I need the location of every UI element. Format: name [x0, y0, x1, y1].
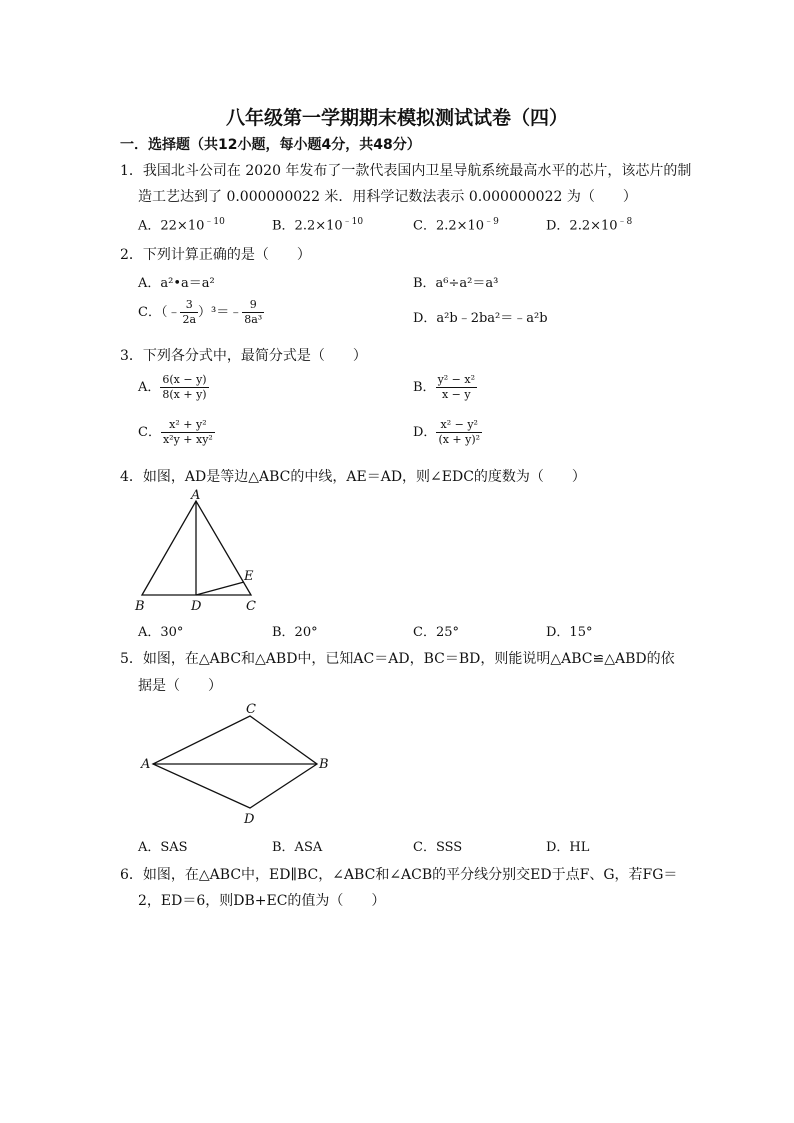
- q1-option-c[interactable]: C．$2.2\times 10^{﹣9}$: [413, 217, 499, 234]
- q1-line1: 1．我国北斗公司在 2020 年发布了一款代表国内卫星导航系统最高水平的芯片，该芯片的制: [120, 163, 692, 179]
- q5-quadrilateral-figure: [135, 698, 335, 828]
- q1-option-b[interactable]: B．$2.2\times 10^{﹣10}$: [272, 217, 364, 234]
- label-b: B: [135, 599, 145, 614]
- label-b: B: [319, 757, 329, 772]
- quadrilateral-acbd: [153, 716, 317, 808]
- q5-option-b[interactable]: B．ASA: [272, 840, 323, 855]
- segment-de: [196, 582, 244, 595]
- q5-option-a[interactable]: A．SAS: [138, 840, 188, 855]
- label-a: A: [191, 488, 201, 503]
- label-c: C: [246, 702, 256, 717]
- q5-line2: 据是（ ）: [138, 678, 222, 694]
- q1-option-a[interactable]: A．$22\times 10^{﹣10}$: [138, 217, 225, 234]
- q6-line1: 6．如图，在△ABC中，ED∥BC，∠ABC和∠ACB的平分线分别交ED于点F、G，若FG＝: [120, 867, 678, 883]
- label-d: D: [191, 599, 202, 614]
- page-title: 八年级第一学期期末模拟测试试卷（四）: [225, 107, 568, 129]
- q1-option-d[interactable]: D．$2.2\times 10^{﹣8}$: [546, 217, 633, 234]
- q3-option-a[interactable]: A． $\frac{6(x - y)}{8(x + y)}$: [138, 373, 207, 401]
- label-e: E: [244, 569, 254, 584]
- label-c: C: [246, 599, 256, 614]
- q2-stem: 2．下列计算正确的是（ ）: [120, 247, 311, 263]
- label-a: A: [141, 757, 151, 772]
- q4-option-b[interactable]: B．20°: [272, 625, 318, 640]
- q2-option-c[interactable]: C．（﹣ $\frac{3}{2a}$ ）³＝﹣ $\frac{9}{\text{8a³}}$: [138, 298, 263, 326]
- q3-option-b[interactable]: B． $\frac{\text{y² − x²}}{x - y}$: [413, 373, 476, 401]
- q3-option-d[interactable]: D． $\frac{\text{x² − y²}}{\text{(x + y)²}}$: [413, 418, 481, 446]
- section-heading: 一．选择题（共12小题，每小题4分，共48分）: [120, 137, 421, 153]
- q2-option-b[interactable]: B．a⁶÷a²＝a³: [413, 276, 499, 291]
- q1-line2: 造工艺达到了 0.000000022 米．用科学记数法表示 0.000000022 为（ ）: [138, 189, 637, 205]
- q4-option-a[interactable]: A．30°: [138, 625, 184, 640]
- q2-option-d[interactable]: D．a²b﹣2ba²＝﹣a²b: [413, 311, 548, 326]
- q4-stem: 4．如图，AD是等边△ABC的中线，AE＝AD，则∠EDC的度数为（ ）: [120, 469, 586, 485]
- q3-option-c[interactable]: C． $\frac{\text{x² + y²}}{\text{x²y + xy²}}$: [138, 418, 213, 446]
- q4-option-d[interactable]: D．15°: [546, 625, 593, 640]
- q4-option-c[interactable]: C．25°: [413, 625, 459, 640]
- q3-stem: 3．下列各分式中，最简分式是（ ）: [120, 348, 367, 364]
- q5-line1: 5．如图，在△ABC和△ABD中，已知AC＝AD，BC＝BD，则能说明△ABC≌△ABD的依: [120, 651, 675, 667]
- q6-line2: 2，ED＝6，则DB+EC的值为（ ）: [138, 893, 386, 909]
- q5-option-d[interactable]: D．HL: [546, 840, 590, 855]
- label-d: D: [244, 812, 255, 827]
- q2-option-a[interactable]: A．a²•a＝a²: [138, 276, 215, 291]
- q4-triangle-figure: [130, 486, 270, 616]
- q5-option-c[interactable]: C．SSS: [413, 840, 463, 855]
